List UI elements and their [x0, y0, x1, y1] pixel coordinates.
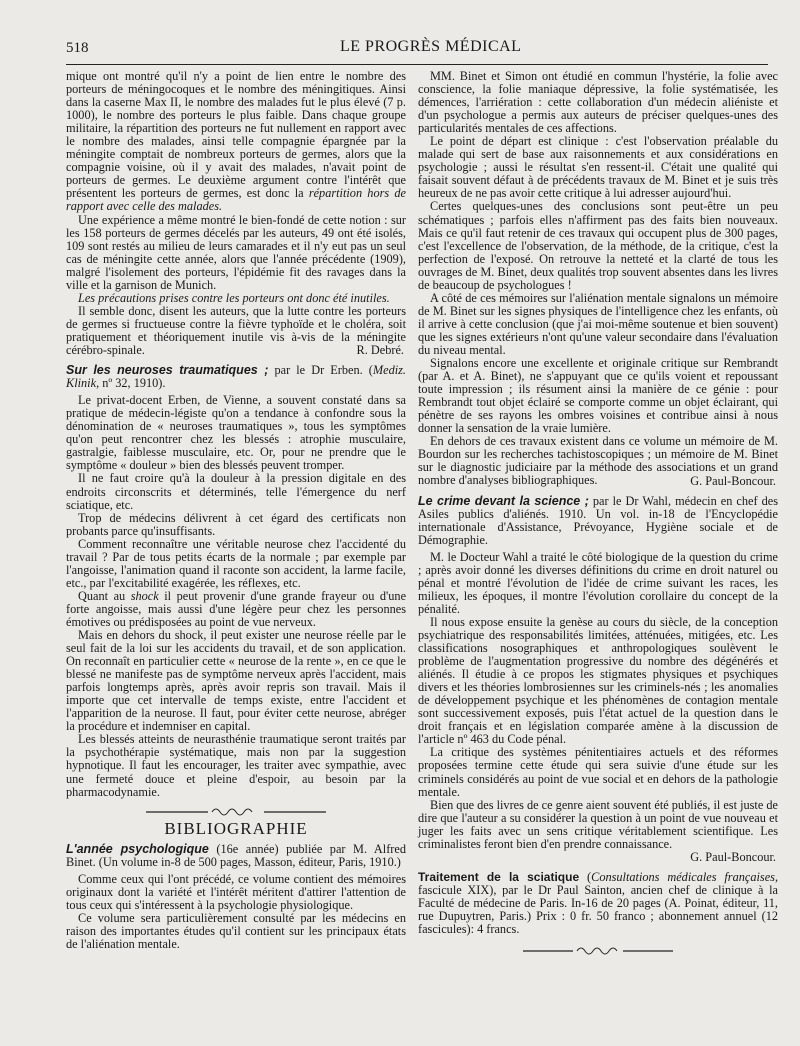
signature: G. Paul-Boncour. — [690, 473, 776, 488]
paragraph: MM. Binet et Simon ont étudié en commun l'hystérie, la folie avec conscience, la folie maniaque dépressive, la folie systématisée, les démences, l'arriération : cette collaboration d'un médecin aliéniste et d'un psychologue a permis aux auteurs de préciser quelques-unes des particularités mentales de ces affections. — [418, 69, 778, 136]
text: ( — [579, 869, 592, 884]
byline: par le Dr Wahl, médecin en chef des Asiles publics d'aliénés. 1910. Un vol. in-18 de l'Encyclopédie internationale d'Assistance, Prévoyance, Hygiène sociale et de Démographie. — [418, 493, 778, 547]
paragraph: Mais en dehors du shock, il peut exister une neurose réelle par le seul fait de la loi sur les accidents du travail, et de son application. On reconnaît en particulier cette « neurose de la rente », en ce que le blessé ne manifeste pas de symptôme nerveux après l'accident, mais parfois longtemps après, après avoir repris son travail. Mais il importe que cet intervalle de temps existe, entre l'accident et l'apparition de la neurose. Il faut, pour éviter cette neurose, abréger la procédure et indemniser en capital. — [66, 628, 406, 734]
journal-title: LE PROGRÈS MÉDICAL — [340, 38, 522, 55]
page-number: 518 — [66, 40, 89, 56]
paragraph: Trop de médecins délivrent à cet égard des certificats non probants parce qu'insuffisants. — [66, 510, 406, 538]
article-title: Le crime devant la science ; — [418, 493, 589, 508]
article-title: Traitement de la sciatique — [418, 869, 580, 884]
emphasis: Consultations médicales françaises — [591, 869, 775, 884]
paragraph: Comment reconnaître une véritable neurose chez l'accidenté du travail ? Par de tous petits écarts de la normale ; par exemple par l'angoisse, l'animation quand il raconte son accident, la larme facile, etc., par l'excitabilité exagérée, les réflexes, etc. — [66, 536, 406, 590]
paragraph: Une expérience a même montré le bien-fondé de cette notion : sur les 158 porteurs de germes décelés par les auteurs, 49 ont été isolés, 109 sont restés au milieu de leurs camarades et il n'y eut pas un seul cas de méningite cette année, alors que l'année précédente (1909), malgré l'isolement des porteurs, l'épidémie fit des ravages dans la ville et la garnison de Munich. — [66, 212, 406, 292]
text: Quant au — [78, 588, 126, 603]
ornament-divider — [66, 805, 406, 818]
paragraph: Ce volume sera particulièrement consulté par les médecins en raison des importantes études qu'il contient sur les principaux états de l'aliénation mentale. — [66, 910, 406, 952]
right-column — [418, 70, 778, 961]
paragraph: Le point de départ est clinique : c'est l'observation préalable du malade qui sert de base aux raisonnements et aux considérations en psychologie ; aussi le résultat s'en ressent-il. C'était une qualité qui faisait souvent défaut à de précédents travaux de M. Binet et je suis très heureux de ne pas avoir cette critique à lui adresser aujourd'hui. — [418, 134, 778, 201]
paragraph — [66, 70, 406, 214]
paragraph: Il ne faut croire qu'à la douleur à la pression digitale en des endroits circonscrits et déterminés, telle l'émergence du nerf sciatique, etc. — [66, 471, 406, 512]
journal-name: Mediz. Klinik — [66, 363, 407, 391]
emphasis: shock — [130, 588, 159, 603]
left-column — [66, 70, 406, 951]
paragraph: Comme ceux qui l'ont précédé, ce volume contient des mémoires originaux dont la variété et l'intérêt méritent d'attirer l'attention de tous ceux qui s'intéressent à la psychologie physiologique. — [66, 871, 406, 912]
paragraph — [66, 590, 406, 629]
paragraph: Il semble donc, disent les auteurs, que la lutte contre les porteurs de germes si fructueuse contre la fièvre typhoïde et le choléra, soit pratiquement et théoriquement inutile vis à-vis de la méningite cérébro-spinale. — [66, 303, 406, 357]
header-rule — [66, 64, 768, 65]
paragraph: Certes quelques-unes des conclusions sont peut-être un peu schématiques ; parfois elles n'affirment pas des faits bien nouveaux. Mais ce qu'il faut retenir de ces travaux qui occupent plus de 300 pages, c'est l'excellence de l'observation, de la méthode, de la critique, c'est la perfection de l'exposé. On retrouve la netteté et la clarté de tous les ouvrages de M. Binet, deux qualités trop souvent absentes dans les livres de beaucoup de psychologues ! — [418, 199, 778, 292]
section-title: BIBLIOGRAPHIE — [164, 818, 308, 838]
paragraph: A côté de ces mémoires sur l'aliénation mentale signalons un mémoire de M. Binet sur les signes physiques de l'intelligence chez les enfants, où il arrive à cette conclusion (que j'ai moi-même soutenue et bien souvent) que les signes extérieurs n'ont qu'une valeur secondaire dans l'évaluation du niveau mental. — [418, 290, 778, 357]
signature: G. Paul-Boncour. — [690, 849, 776, 864]
ornament-icon — [146, 807, 326, 817]
paragraph: Signalons encore une excellente et originale critique sur Rembrandt (par A. et A. Binet), ne s'appuyant que ce qu'ils voient et repoussant toute impression ; ils résument ainsi la manière de ce génie : pour Rembrandt tout objet éclairé se comporte comme un objet éclairant, qui pénètre de ses rayons les ombres voisines et contribue ainsi à nous donner la sensation de la vraie lumière. — [418, 356, 778, 436]
paragraph: Il nous expose ensuite la genèse au cours du siècle, de la conception psychiatrique des responsabilités limitées, atténuées, mitigées, etc. Les classifications nosographiques et anthropologiques soulèvent le problème de l'augmentation progressive du nombre des dégénérés et aliénés. Il étudie à ce propos les stigmates physiques et psychiques divers et les théories lombrosiennes sur les criminels-nés ; les anomalies de développement psychique et les phénomènes de contagion mentale sont successivement exposés, puis l'état actuel de la question dans le droit français et en législation comparée amène à la discussion de l'article nº 463 du Code pénal. — [418, 614, 778, 747]
emphasis: Les précautions prises contre les porteurs ont donc été inutiles. — [78, 290, 390, 305]
text: mique ont montré qu'il n'y a point de lien entre le nombre des porteurs de méningocoques et le nombre des méningitiques. Ainsi dans la caserne Max II, le nombre des malades fut le plus élevé (7 p. 1000), le nombre des porteurs le plus faible. Dans chaque groupe militaire, la répartition des porteurs ne fut nullement en rapport avec le nombre des malades, ainsi telle compagnie épargnée par la méningite comptait de nombreux porteurs de germes, alors que la compagnie voisine, où il y avait des malades, n'avait point de porteurs de germes. Le deuxième argument contre l'intérêt que présentent les porteurs de germes, est donc la — [66, 69, 406, 201]
paragraph: En dehors de ces travaux existent dans ce volume un mémoire de M. Bourdon sur les recherches tachistoscopiques ; un mémoire de M. Binet sur le diagnostic judiciaire par la méthode des associations et un grand nombre d'analyses bibliographiques. — [418, 434, 778, 488]
article-heading — [66, 364, 406, 390]
article-heading — [66, 843, 406, 869]
paragraph — [66, 292, 406, 305]
paragraph: M. le Docteur Wahl a traité le côté biologique de la question du crime ; après avoir donné les diverses définitions du crime en droit naturel ou pénal et montré l'évolution de l'idée de crime suivant les races, les milieux, les époques, il montre l'évolution corollaire du concept de la pénalité. — [418, 549, 778, 616]
reference: , nº 32, 1910). — [96, 376, 166, 391]
article-heading — [418, 871, 778, 936]
emphasis: répartition hors de rapport avec celle des malades. — [66, 186, 406, 214]
article-title: L'année psychologique — [66, 841, 209, 856]
text: , fascicule XIX), par le Dr Paul Sainton, ancien chef de clinique à la Faculté de médecine de Paris. In-16 de 20 pages (A. Poinat, éditeur, 11, rue Dupuytren, Paris.) Prix : 0 fr. 50 franco ; abonnement annuel (12 fascicules): 4 francs. — [418, 869, 779, 937]
byline: (16e année) publiée par M. Alfred Binet. (Un volume in-8 de 500 pages, Masson, éditeur, Paris, 1910.) — [66, 841, 406, 869]
page-header — [66, 38, 768, 60]
byline: par le Dr Erben. ( — [268, 363, 373, 378]
paragraph: Le privat-docent Erben, de Vienne, a souvent constaté dans sa pratique de médecin-légiste qu'on a tendance à confondre sous la dénomination de « neuroses traumatiques », tous les symptômes qu'on peut rencontrer chez les blessés : atrophie musculaire, gastralgie, faiblesse musculaire, etc. Or, pour ne prendre que le symptôme « douleur » bien des blessés peuvent tromper. — [66, 393, 406, 473]
paragraph: Les blessés atteints de neurasthénie traumatique seront traités par la psychothérapie systématique, mais non par la suggestion hypnotique. Il faut les encourager, les traiter avec sympathie, avec une fermeté douce et pleine d'espoir, au besoin par la pharmacodynamie. — [66, 732, 406, 799]
ornament-icon — [523, 946, 673, 956]
signature: R. Debré. — [356, 343, 404, 358]
paragraph: La critique des systèmes pénitentiaires actuels et des réformes proposées termine cette étude qui sera suivie d'une étude sur les criminels considérés au point de vue social et en dehors de la pathologie mentale. — [418, 745, 778, 799]
article-title: Sur les neuroses traumatiques ; — [66, 363, 269, 378]
ornament-divider — [418, 944, 778, 957]
paragraph: Bien que des livres de ce genre aient souvent été publiés, il est juste de dire que l'auteur a su considérer la question à un point de vue nouveau et juger les faits avec un sens critique véritablement scientifique. Les criminalistes feront bien d'en prendre connaissance. — [418, 797, 778, 851]
text: il peut provenir d'une grande frayeur ou d'une forte angoisse, mais aussi d'une légère peur chez les personnes émotives ou prédisposées au point de vue nerveux. — [66, 588, 407, 629]
article-heading — [418, 495, 778, 547]
